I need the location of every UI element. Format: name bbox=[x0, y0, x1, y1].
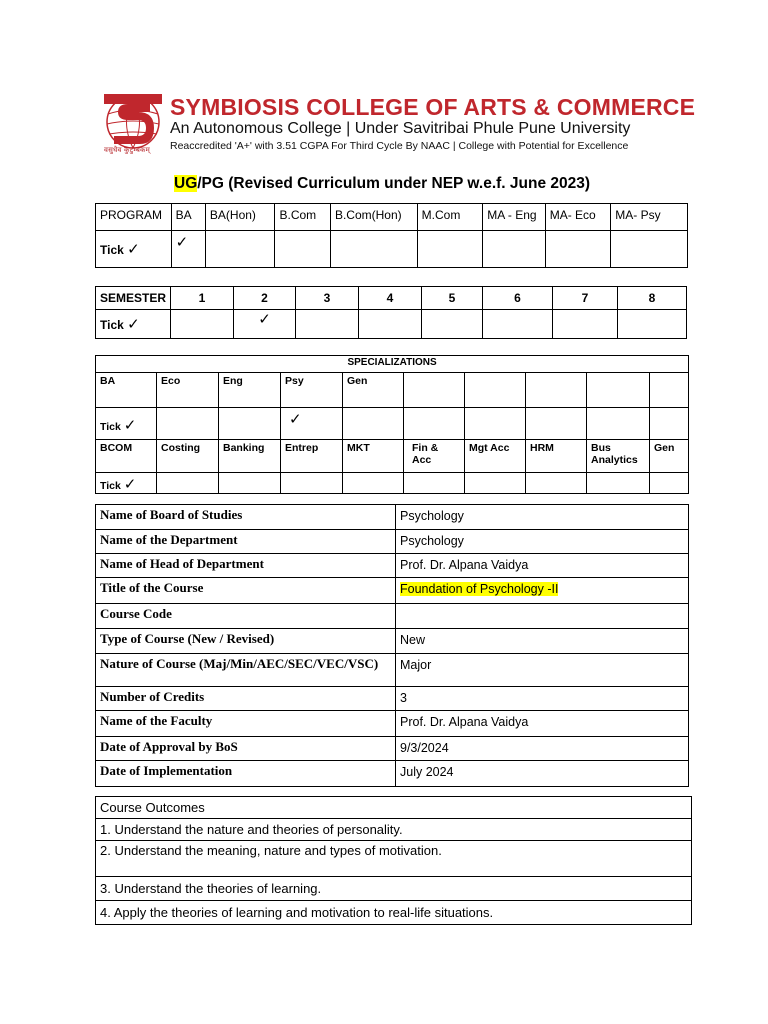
course-outcomes-table bbox=[95, 796, 692, 925]
spec-bcom-gen: Gen bbox=[650, 440, 689, 473]
semester-2-tick[interactable] bbox=[234, 310, 296, 339]
program-ma-eco-tick[interactable] bbox=[545, 231, 611, 268]
document-title bbox=[174, 175, 590, 193]
college-accreditation: Reaccredited 'A+' with 3.51 CGPA For Third Cycle By NAAC | College with Potential for Excellence bbox=[170, 140, 629, 152]
check-icon: ✓ bbox=[289, 410, 302, 428]
tick-label: Tick bbox=[100, 243, 124, 257]
spec-eco-tick[interactable] bbox=[157, 408, 219, 440]
course-detail-value bbox=[396, 578, 689, 604]
program-bcom: B.Com bbox=[275, 204, 330, 231]
course-detail-key: Name of Head of Department bbox=[96, 554, 396, 578]
tick-label: Tick bbox=[100, 318, 124, 332]
spec-bus-analytics-tick[interactable] bbox=[587, 473, 650, 494]
course-detail-value bbox=[396, 554, 689, 578]
course-detail-value bbox=[396, 530, 689, 554]
bcom-spec-tick-row bbox=[96, 473, 689, 494]
spec-fin-acc: Fin & Acc bbox=[404, 440, 465, 473]
outcome-row bbox=[96, 841, 692, 877]
spec-gen-tick[interactable] bbox=[343, 408, 404, 440]
outcome-item: 4. Apply the theories of learning and motivation to real-life situations. bbox=[96, 901, 692, 925]
course-detail-value-text: July 2024 bbox=[400, 765, 454, 779]
spec-eco: Eco bbox=[157, 373, 219, 408]
spec-bcom-gen-tick[interactable] bbox=[650, 473, 689, 494]
course-detail-value-text: Prof. Dr. Alpana Vaidya bbox=[400, 558, 529, 572]
semester-8-tick[interactable] bbox=[618, 310, 687, 339]
course-detail-row bbox=[96, 761, 689, 787]
program-ba-hon: BA(Hon) bbox=[205, 204, 275, 231]
spec-psy-tick[interactable] bbox=[281, 408, 343, 440]
specializations-table bbox=[95, 355, 689, 494]
program-mcom-tick[interactable] bbox=[417, 231, 483, 268]
semester-8: 8 bbox=[618, 287, 687, 310]
outcome-item: 1. Understand the nature and theories of personality. bbox=[96, 819, 692, 841]
course-detail-row bbox=[96, 530, 689, 554]
outcomes-title-row bbox=[96, 797, 692, 819]
program-ma-eco: MA- Eco bbox=[545, 204, 611, 231]
check-icon: ✓ bbox=[258, 310, 271, 328]
spec-bcom: BCOM bbox=[96, 440, 157, 473]
course-detail-key: Type of Course (New / Revised) bbox=[96, 629, 396, 654]
course-detail-value-text: Foundation of Psychology -II bbox=[400, 582, 559, 596]
course-detail-row bbox=[96, 505, 689, 530]
semester-5: 5 bbox=[422, 287, 483, 310]
course-detail-key: Title of the Course bbox=[96, 578, 396, 604]
program-ba: BA bbox=[171, 204, 205, 231]
semester-header: SEMESTER bbox=[96, 287, 171, 310]
spec-fin-acc-tick[interactable] bbox=[404, 473, 465, 494]
outcome-row bbox=[96, 819, 692, 841]
semester-4: 4 bbox=[359, 287, 422, 310]
course-detail-value bbox=[396, 687, 689, 711]
spec-hrm: HRM bbox=[526, 440, 587, 473]
course-detail-key: Date of Implementation bbox=[96, 761, 396, 787]
ba-spec-row bbox=[96, 373, 689, 408]
spec-hrm-tick[interactable] bbox=[526, 473, 587, 494]
semester-2: 2 bbox=[234, 287, 296, 310]
program-bcom-hon-tick[interactable] bbox=[330, 231, 417, 268]
bcom-spec-row bbox=[96, 440, 689, 473]
course-detail-key: Name of Board of Studies bbox=[96, 505, 396, 530]
check-icon: ✓ bbox=[123, 415, 137, 434]
course-detail-value bbox=[396, 711, 689, 737]
course-detail-value-text: New bbox=[400, 633, 426, 647]
program-ma-psy: MA- Psy bbox=[611, 204, 688, 231]
spec-eng-tick[interactable] bbox=[219, 408, 281, 440]
program-tick-row bbox=[96, 231, 688, 268]
course-detail-key: Date of Approval by BoS bbox=[96, 737, 396, 761]
specializations-title: SPECIALIZATIONS bbox=[96, 356, 689, 373]
semester-6: 6 bbox=[483, 287, 553, 310]
spec-mgt-acc-tick[interactable] bbox=[465, 473, 526, 494]
check-icon: ✓ bbox=[127, 315, 140, 333]
semester-6-tick[interactable] bbox=[483, 310, 553, 339]
program-header-row bbox=[96, 204, 688, 231]
program-header: PROGRAM bbox=[96, 204, 172, 231]
program-tick-cell bbox=[96, 231, 172, 268]
course-detail-value bbox=[396, 761, 689, 787]
spec-mkt: MKT bbox=[343, 440, 404, 473]
outcome-row bbox=[96, 877, 692, 901]
program-bcom-tick[interactable] bbox=[275, 231, 330, 268]
course-detail-value bbox=[396, 604, 689, 629]
course-details-table bbox=[95, 504, 689, 787]
course-detail-row bbox=[96, 604, 689, 629]
program-ma-eng: MA - Eng bbox=[483, 204, 546, 231]
outcome-row bbox=[96, 901, 692, 925]
college-name: SYMBIOSIS COLLEGE OF ARTS & COMMERCE bbox=[170, 94, 696, 120]
semester-header-row bbox=[96, 287, 687, 310]
semester-7: 7 bbox=[553, 287, 618, 310]
outcome-item: 2. Understand the meaning, nature and types of motivation. bbox=[96, 841, 692, 877]
bcom-spec-tick-cell bbox=[96, 473, 157, 494]
ba-spec-tick-cell bbox=[96, 408, 157, 440]
tick-label: Tick bbox=[100, 420, 121, 433]
program-table bbox=[95, 203, 688, 268]
program-ma-psy-tick[interactable] bbox=[611, 231, 688, 268]
college-logo-icon bbox=[104, 94, 162, 152]
spec-ba: BA bbox=[96, 373, 157, 408]
spec-mkt-tick[interactable] bbox=[343, 473, 404, 494]
program-mcom: M.Com bbox=[417, 204, 483, 231]
course-detail-row bbox=[96, 687, 689, 711]
college-subtitle: An Autonomous College | Under Savitribai Phule Pune University bbox=[170, 120, 631, 137]
college-motto: वसुधैव कुटुम्बकम् bbox=[104, 146, 150, 154]
check-icon: ✓ bbox=[123, 475, 137, 493]
title-highlight: UG bbox=[174, 175, 198, 192]
spec-gen: Gen bbox=[343, 373, 404, 408]
course-detail-value bbox=[396, 737, 689, 761]
tick-label: Tick bbox=[100, 480, 121, 492]
semester-tick-row bbox=[96, 310, 687, 339]
outcomes-title: Course Outcomes bbox=[96, 797, 692, 819]
semester-tick-cell bbox=[96, 310, 171, 339]
course-detail-key: Course Code bbox=[96, 604, 396, 629]
spec-psy: Psy bbox=[281, 373, 343, 408]
ba-spec-tick-row bbox=[96, 408, 689, 440]
check-icon: ✓ bbox=[175, 233, 189, 251]
spec-eng: Eng bbox=[219, 373, 281, 408]
spec-entrep: Entrep bbox=[281, 440, 343, 473]
course-detail-row bbox=[96, 578, 689, 604]
semester-7-tick[interactable] bbox=[553, 310, 618, 339]
semester-3: 3 bbox=[296, 287, 359, 310]
course-detail-value-text: Major bbox=[400, 658, 432, 672]
semester-3-tick[interactable] bbox=[296, 310, 359, 339]
course-detail-value bbox=[396, 505, 689, 530]
course-detail-row bbox=[96, 554, 689, 578]
spec-banking-tick[interactable] bbox=[219, 473, 281, 494]
spec-entrep-tick[interactable] bbox=[281, 473, 343, 494]
course-detail-row bbox=[96, 654, 689, 687]
title-rest: /PG (Revised Curriculum under NEP w.e.f. June 2023) bbox=[197, 175, 591, 192]
course-detail-row bbox=[96, 629, 689, 654]
course-detail-value-text: 3 bbox=[400, 691, 407, 705]
program-bcom-hon: B.Com(Hon) bbox=[330, 204, 417, 231]
course-detail-key: Number of Credits bbox=[96, 687, 396, 711]
specializations-title-row bbox=[96, 356, 689, 373]
spec-costing-tick[interactable] bbox=[157, 473, 219, 494]
course-detail-value-text: Psychology bbox=[400, 509, 464, 523]
course-detail-value-text: Psychology bbox=[400, 534, 464, 548]
program-ma-eng-tick[interactable] bbox=[483, 231, 546, 268]
spec-mgt-acc: Mgt Acc bbox=[465, 440, 526, 473]
course-detail-value-text: 9/3/2024 bbox=[400, 741, 449, 755]
spec-banking: Banking bbox=[219, 440, 281, 473]
outcome-item: 3. Understand the theories of learning. bbox=[96, 877, 692, 901]
course-detail-row bbox=[96, 711, 689, 737]
course-detail-value bbox=[396, 629, 689, 654]
course-detail-value-text: Prof. Dr. Alpana Vaidya bbox=[400, 715, 529, 729]
semester-table bbox=[95, 286, 687, 339]
program-ba-hon-tick[interactable] bbox=[205, 231, 275, 268]
course-detail-value bbox=[396, 654, 689, 687]
course-detail-key: Name of the Faculty bbox=[96, 711, 396, 737]
course-detail-key: Name of the Department bbox=[96, 530, 396, 554]
course-detail-key: Nature of Course (Maj/Min/AEC/SEC/VEC/VSC) bbox=[96, 654, 396, 687]
semester-1: 1 bbox=[171, 287, 234, 310]
course-detail-row bbox=[96, 737, 689, 761]
spec-bus-analytics: Bus Analytics bbox=[587, 440, 650, 473]
semester-1-tick[interactable] bbox=[171, 310, 234, 339]
program-ba-tick[interactable] bbox=[171, 231, 205, 268]
check-icon: ✓ bbox=[127, 240, 140, 258]
semester-4-tick[interactable] bbox=[359, 310, 422, 339]
spec-costing: Costing bbox=[157, 440, 219, 473]
semester-5-tick[interactable] bbox=[422, 310, 483, 339]
